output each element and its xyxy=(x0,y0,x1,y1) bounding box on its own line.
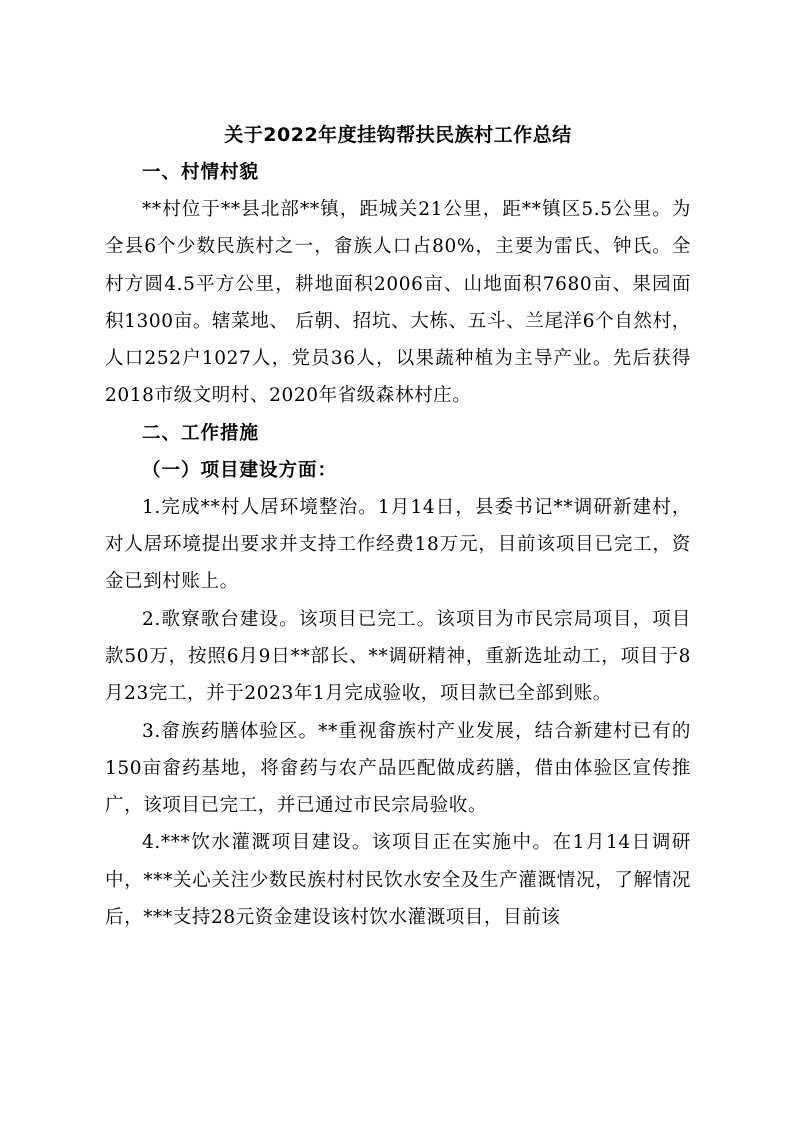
paragraph-village-overview: **村位于**县北部**镇，距城关21公里，距**镇区5.5公里。为全县6个少数民族村之一，畲族人口占80%，主要为雷氏、钟氏。全村方圆4.5平方公里，耕地面积2006亩、山地面积7680亩、果园面积1300亩。辖菜地、 后朝、招坑、大栋、五斗、兰尾洋6个自然村，人口252户1027人，党员36人，以果蔬种植为主导产业。先后获得2018市级文明村、2020年省级森林村庄。 xyxy=(105,199,691,407)
subsection-heading-project-construction: （一）项目建设方面： xyxy=(142,459,338,481)
document-body xyxy=(105,116,691,936)
paragraph-item-3: 3.畲族药膳体验区。**重视畲族村产业发展，结合新建村已有的150亩畲药基地，将畲药与农产品匹配做成药膳，借由体验区宣传推广，该项目已完工，并已通过市民宗局验收。 xyxy=(105,720,691,817)
paragraph-item-2: 2.歌寮歌台建设。该项目已完工。该项目为市民宗局项目，项目款50万，按照6月9日**部长、**调研精神，重新选址动工，项目于8月23完工，并于2023年1月完成验收，项目款已全部到账。 xyxy=(105,608,691,705)
section-heading-work-measures: 二、工作措施 xyxy=(142,422,260,444)
paragraph-item-4: 4.***饮水灌溉项目建设。该项目正在实施中。在1月14日调研中，***关心关注少数民族村村民饮水安全及生产灌溉情况，了解情况后，***支持28元资金建设该村饮水灌溉项目，目前该 xyxy=(105,832,691,929)
section-heading-village-overview: 一、村情村貌 xyxy=(142,162,260,183)
paragraph-item-1: 1.完成**村人居环境整治。1月14日，县委书记**调研新建村，对人居环境提出要求并支持工作经费18万元，目前该项目已完工，资金已到村账上。 xyxy=(105,496,691,593)
document-title: 关于2022年度挂钩帮扶民族村工作总结 xyxy=(224,124,572,146)
